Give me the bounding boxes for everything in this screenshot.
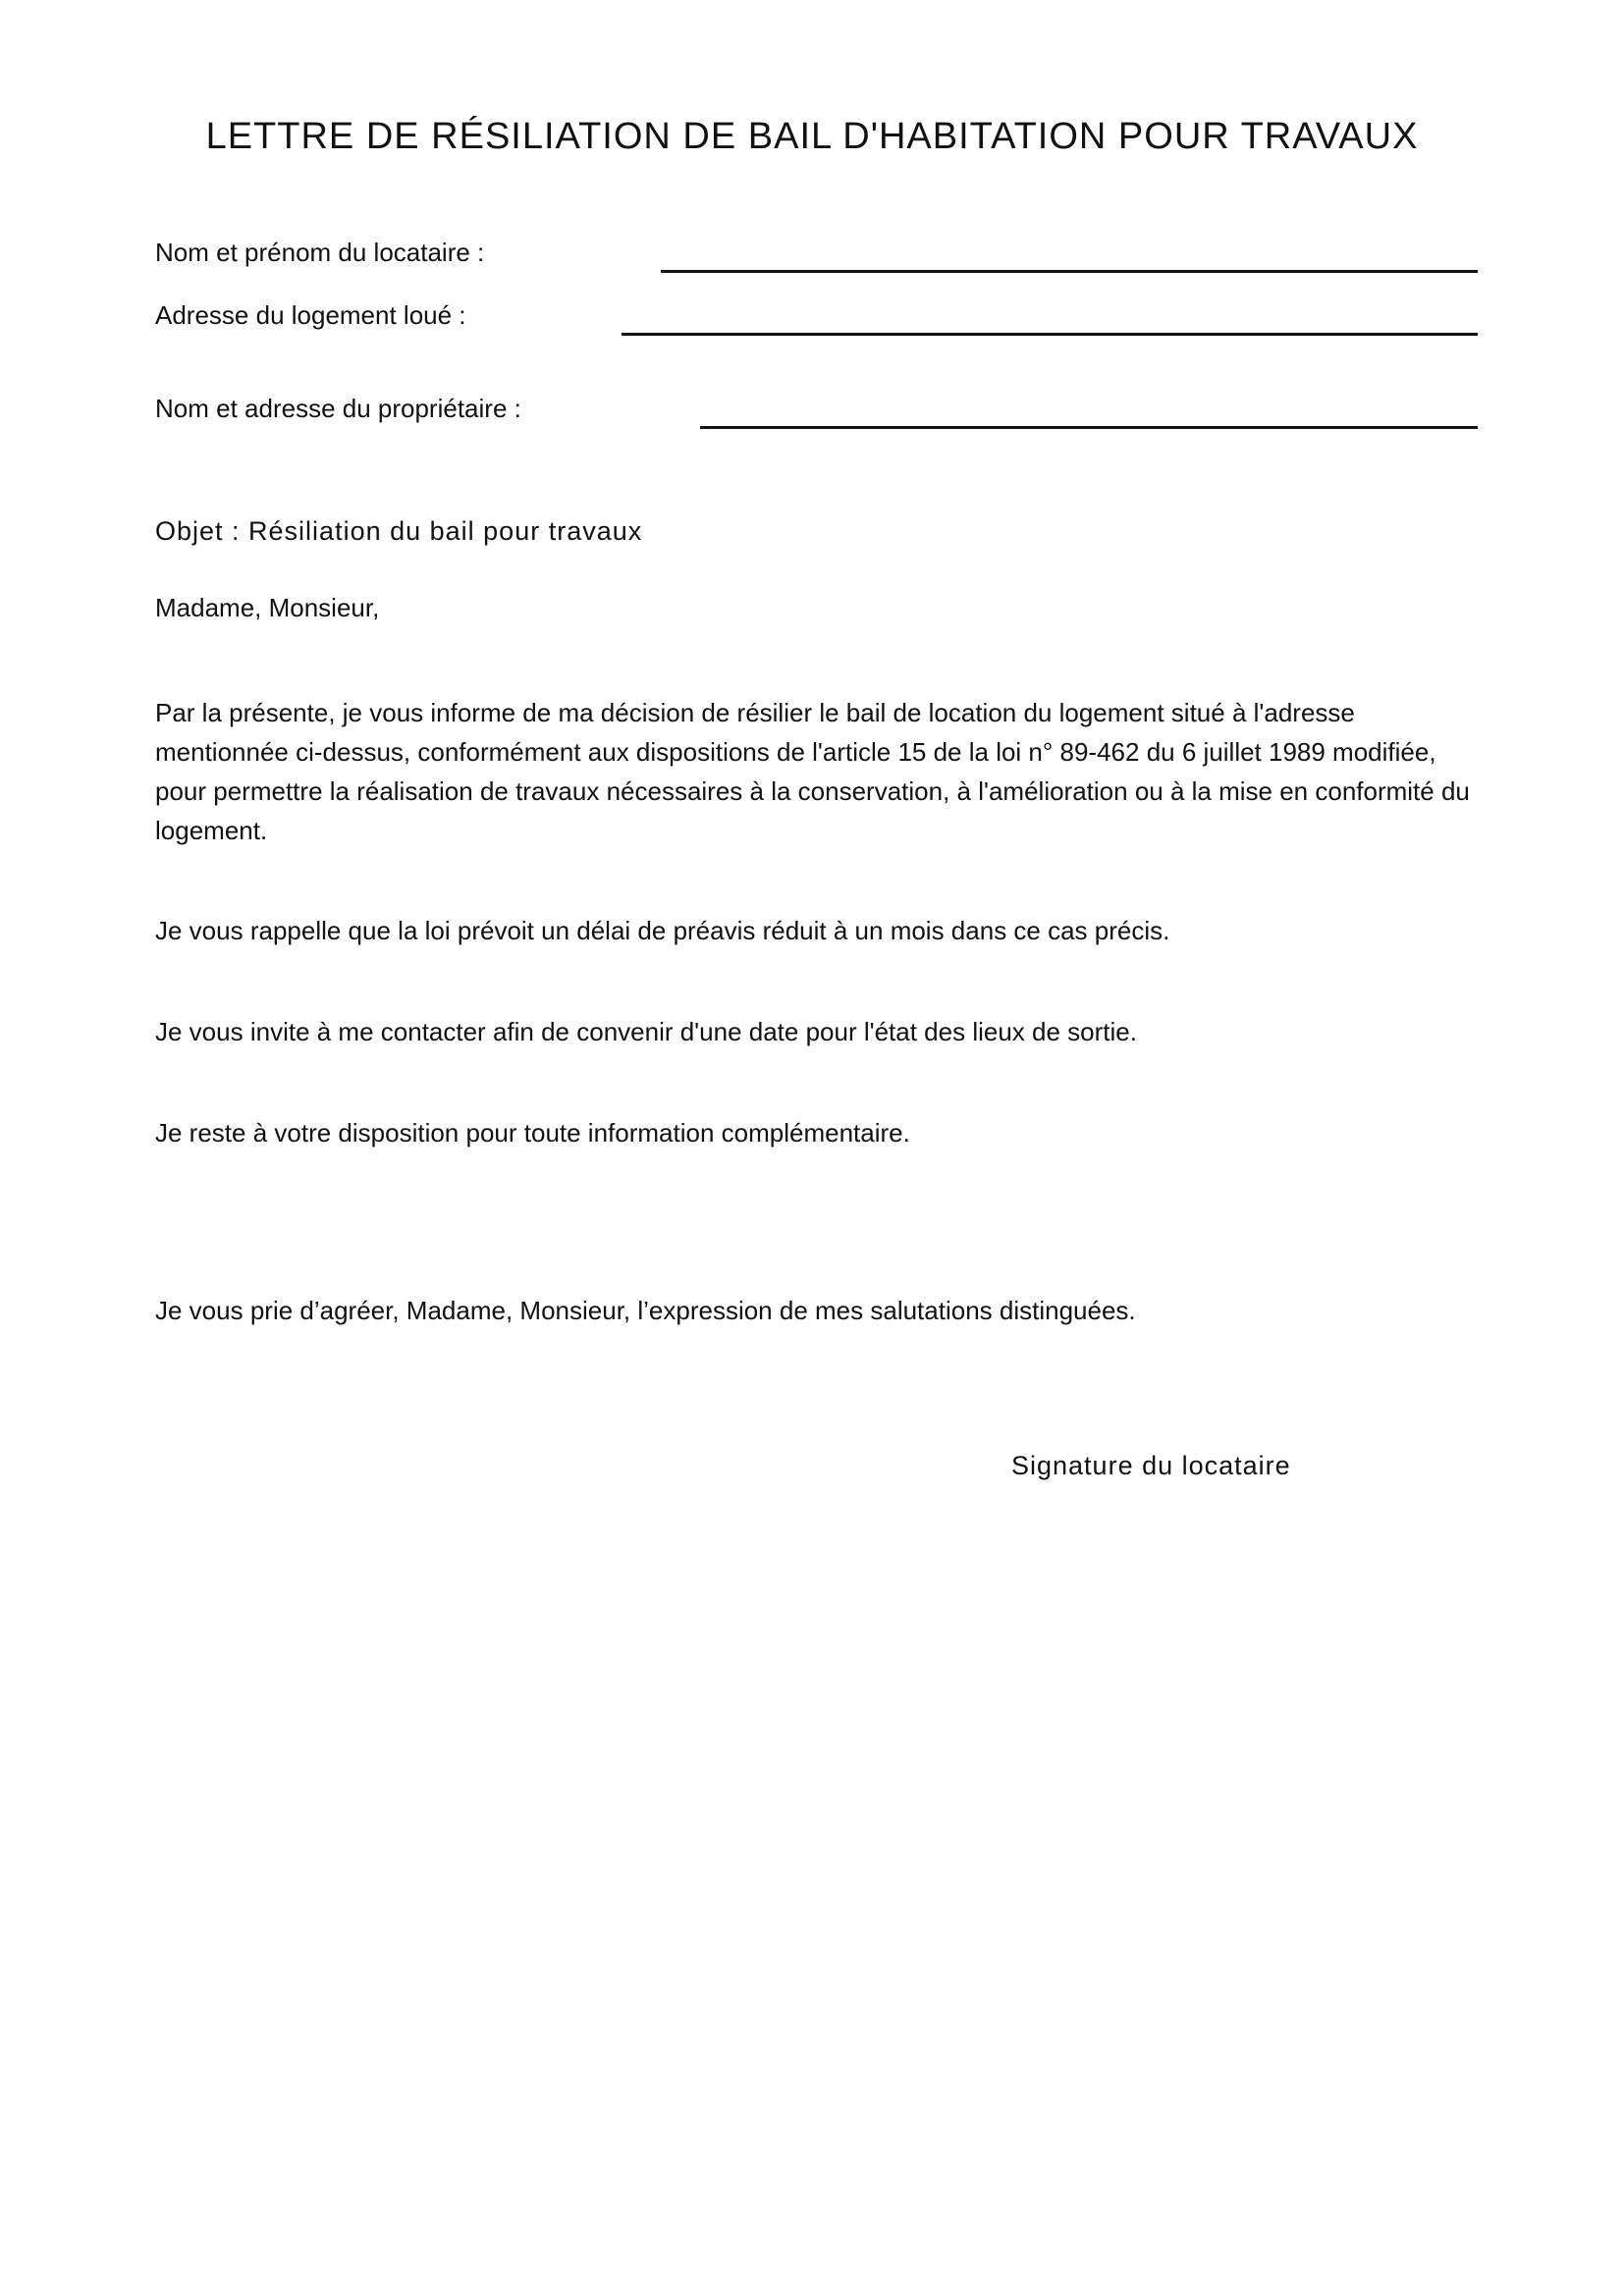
address-label: Adresse du logement loué : bbox=[155, 300, 466, 330]
subject-line: Objet : Résiliation du bail pour travaux bbox=[155, 516, 643, 546]
owner-line bbox=[700, 426, 1478, 429]
greeting: Madame, Monsieur, bbox=[155, 593, 380, 622]
address-line bbox=[622, 333, 1478, 336]
body-paragraph-2: Je vous rappelle que la loi prévoit un délai de préavis réduit à un mois dans ce cas précis. bbox=[155, 916, 1170, 945]
body-paragraph-4: Je reste à votre disposition pour toute information complémentaire. bbox=[155, 1118, 910, 1148]
body-paragraph-3: Je vous invite à me contacter afin de convenir d'une date pour l'état des lieux de sortie. bbox=[155, 1017, 1137, 1046]
tenant-name-line bbox=[661, 270, 1478, 273]
letter-title: LETTRE DE RÉSILIATION DE BAIL D'HABITATION POUR TRAVAUX bbox=[205, 116, 1419, 157]
signature-label: Signature du locataire bbox=[1011, 1451, 1291, 1480]
closing-paragraph: Je vous prie d’agréer, Madame, Monsieur, l’expression de mes salutations distinguées. bbox=[155, 1296, 1136, 1325]
body-paragraph-1: Par la présente, je vous informe de ma décision de résilier le bail de location du logement situé à l'adresse mentionnée ci-dessus, conformément aux dispositions de l'article 15 de la loi n° 89-462 du 6 juillet 1989 modifiée, pour permettre la réalisation de travaux nécessaires à la conservation, à l'amélioration ou à la mise en conformité du logement. bbox=[155, 698, 1470, 845]
tenant-name-label: Nom et prénom du locataire : bbox=[155, 238, 485, 267]
owner-label: Nom et adresse du propriétaire : bbox=[155, 394, 521, 423]
